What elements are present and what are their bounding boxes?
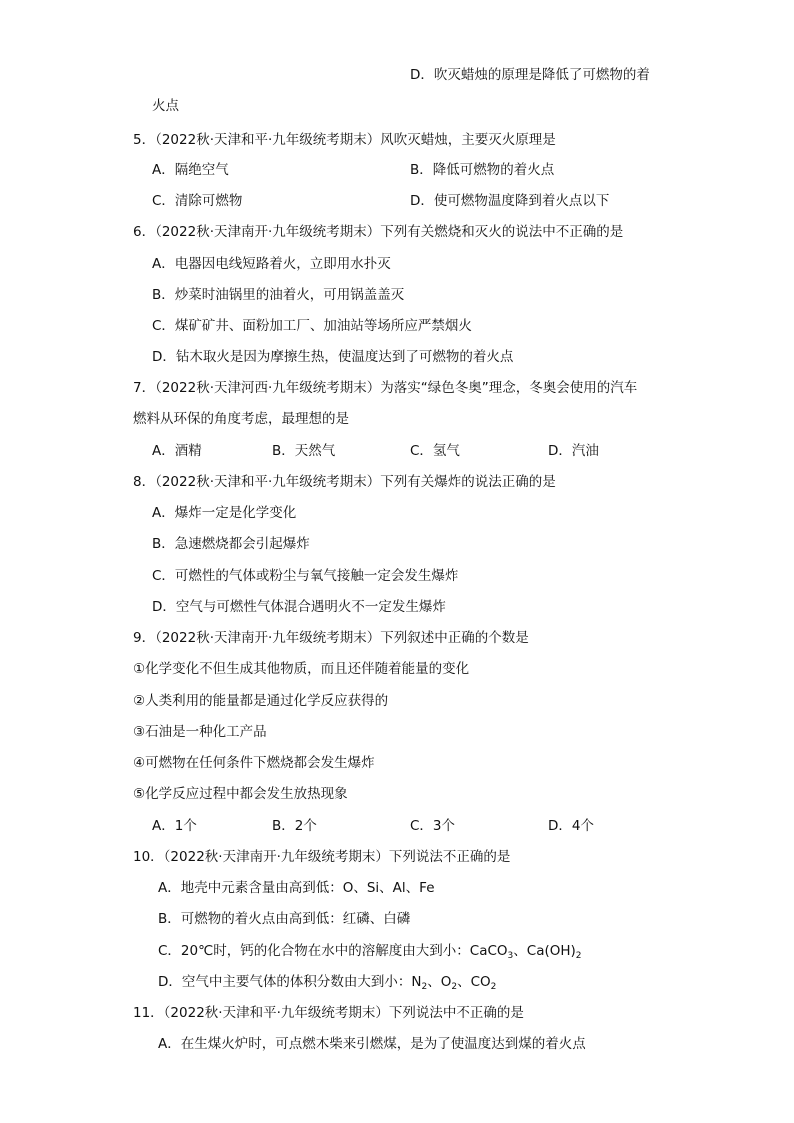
q5-option-b: B．降低可燃物的着火点	[410, 162, 555, 178]
q10-option-d: D．空气中主要气体的体积分数由大到小：$N_2$、$O_2$、$CO_2$	[158, 974, 497, 992]
q7-stem-line1: 7．（2022秋·天津河西·九年级统考期末）为落实“绿色冬奥”理念，冬奥会使用的汽车	[133, 380, 638, 396]
q6-option-d: D．钻木取火是因为摩擦生热，使温度达到了可燃物的着火点	[152, 349, 514, 365]
q11-option-a: A．在生煤火炉时，可点燃木柴来引燃煤，是为了使温度达到煤的着火点	[158, 1036, 586, 1052]
q9-statement-4: ④可燃物在任何条件下燃烧都会发生爆炸	[133, 755, 375, 771]
q8-option-b: B．急速燃烧都会引起爆炸	[152, 536, 310, 552]
q7-stem-line2: 燃料从环保的角度考虑，最理想的是	[133, 411, 349, 427]
q5-option-d: D．使可燃物温度降到着火点以下	[410, 193, 610, 209]
q10-option-a: A．地壳中元素含量由高到低：O、Si、Al、Fe	[158, 880, 435, 896]
q9-option-a: A．1个	[152, 818, 197, 834]
q10-option-c: C．20℃时，钙的化合物在水中的溶解度由大到小：CaCO$_3$、$Ca(OH)_2$	[158, 943, 582, 961]
q9-option-b: B．2个	[272, 818, 317, 834]
q5-option-c: C．清除可燃物	[152, 193, 243, 209]
q10-stem: 10．（2022秋·天津南开·九年级统考期末）下列说法不正确的是	[133, 849, 511, 865]
q4-option-d-line1: D．吹灭蜡烛的原理是降低了可燃物的着	[410, 67, 650, 83]
q11-stem: 11．（2022秋·天津和平·九年级统考期末）下列说法中不正确的是	[133, 1005, 524, 1021]
q8-option-d: D．空气与可燃性气体混合遇明火不一定发生爆炸	[152, 599, 446, 615]
q5-stem: 5．（2022秋·天津和平·九年级统考期末）风吹灭蜡烛，主要灭火原理是	[133, 132, 556, 148]
q9-statement-3: ③石油是一种化工产品	[133, 724, 267, 740]
q6-option-b: B．炒菜时油锅里的油着火，可用锅盖盖灭	[152, 287, 405, 303]
q5-option-a: A．隔绝空气	[152, 162, 229, 178]
q10-option-b: B．可燃物的着火点由高到低：红磷、白磷	[158, 911, 411, 927]
q4-option-d-line2: 火点	[152, 98, 179, 114]
q6-option-c: C．煤矿矿井、面粉加工厂、加油站等场所应严禁烟火	[152, 318, 472, 334]
q9-statement-5: ⑤化学反应过程中都会发生放热现象	[133, 786, 348, 802]
q8-stem: 8．（2022秋·天津和平·九年级统考期末）下列有关爆炸的说法正确的是	[133, 474, 556, 490]
q6-stem: 6．（2022秋·天津南开·九年级统考期末）下列有关燃烧和灭火的说法中不正确的是	[133, 224, 624, 240]
q9-stem: 9．（2022秋·天津南开·九年级统考期末）下列叙述中正确的个数是	[133, 630, 529, 646]
q9-option-d: D．4个	[548, 818, 594, 834]
q7-option-c: C．氢气	[410, 443, 460, 459]
q7-option-d: D．汽油	[548, 443, 599, 459]
q7-option-b: B．天然气	[272, 443, 336, 459]
q8-option-a: A．爆炸一定是化学变化	[152, 505, 297, 521]
q9-statement-2: ②人类利用的能量都是通过化学反应获得的	[133, 693, 389, 709]
q6-option-a: A．电器因电线短路着火，立即用水扑灭	[152, 256, 391, 272]
q9-option-c: C．3个	[410, 818, 456, 834]
q7-option-a: A．酒精	[152, 443, 202, 459]
q8-option-c: C．可燃性的气体或粉尘与氧气接触一定会发生爆炸	[152, 568, 459, 584]
q9-statement-1: ①化学变化不但生成其他物质，而且还伴随着能量的变化	[133, 661, 470, 677]
